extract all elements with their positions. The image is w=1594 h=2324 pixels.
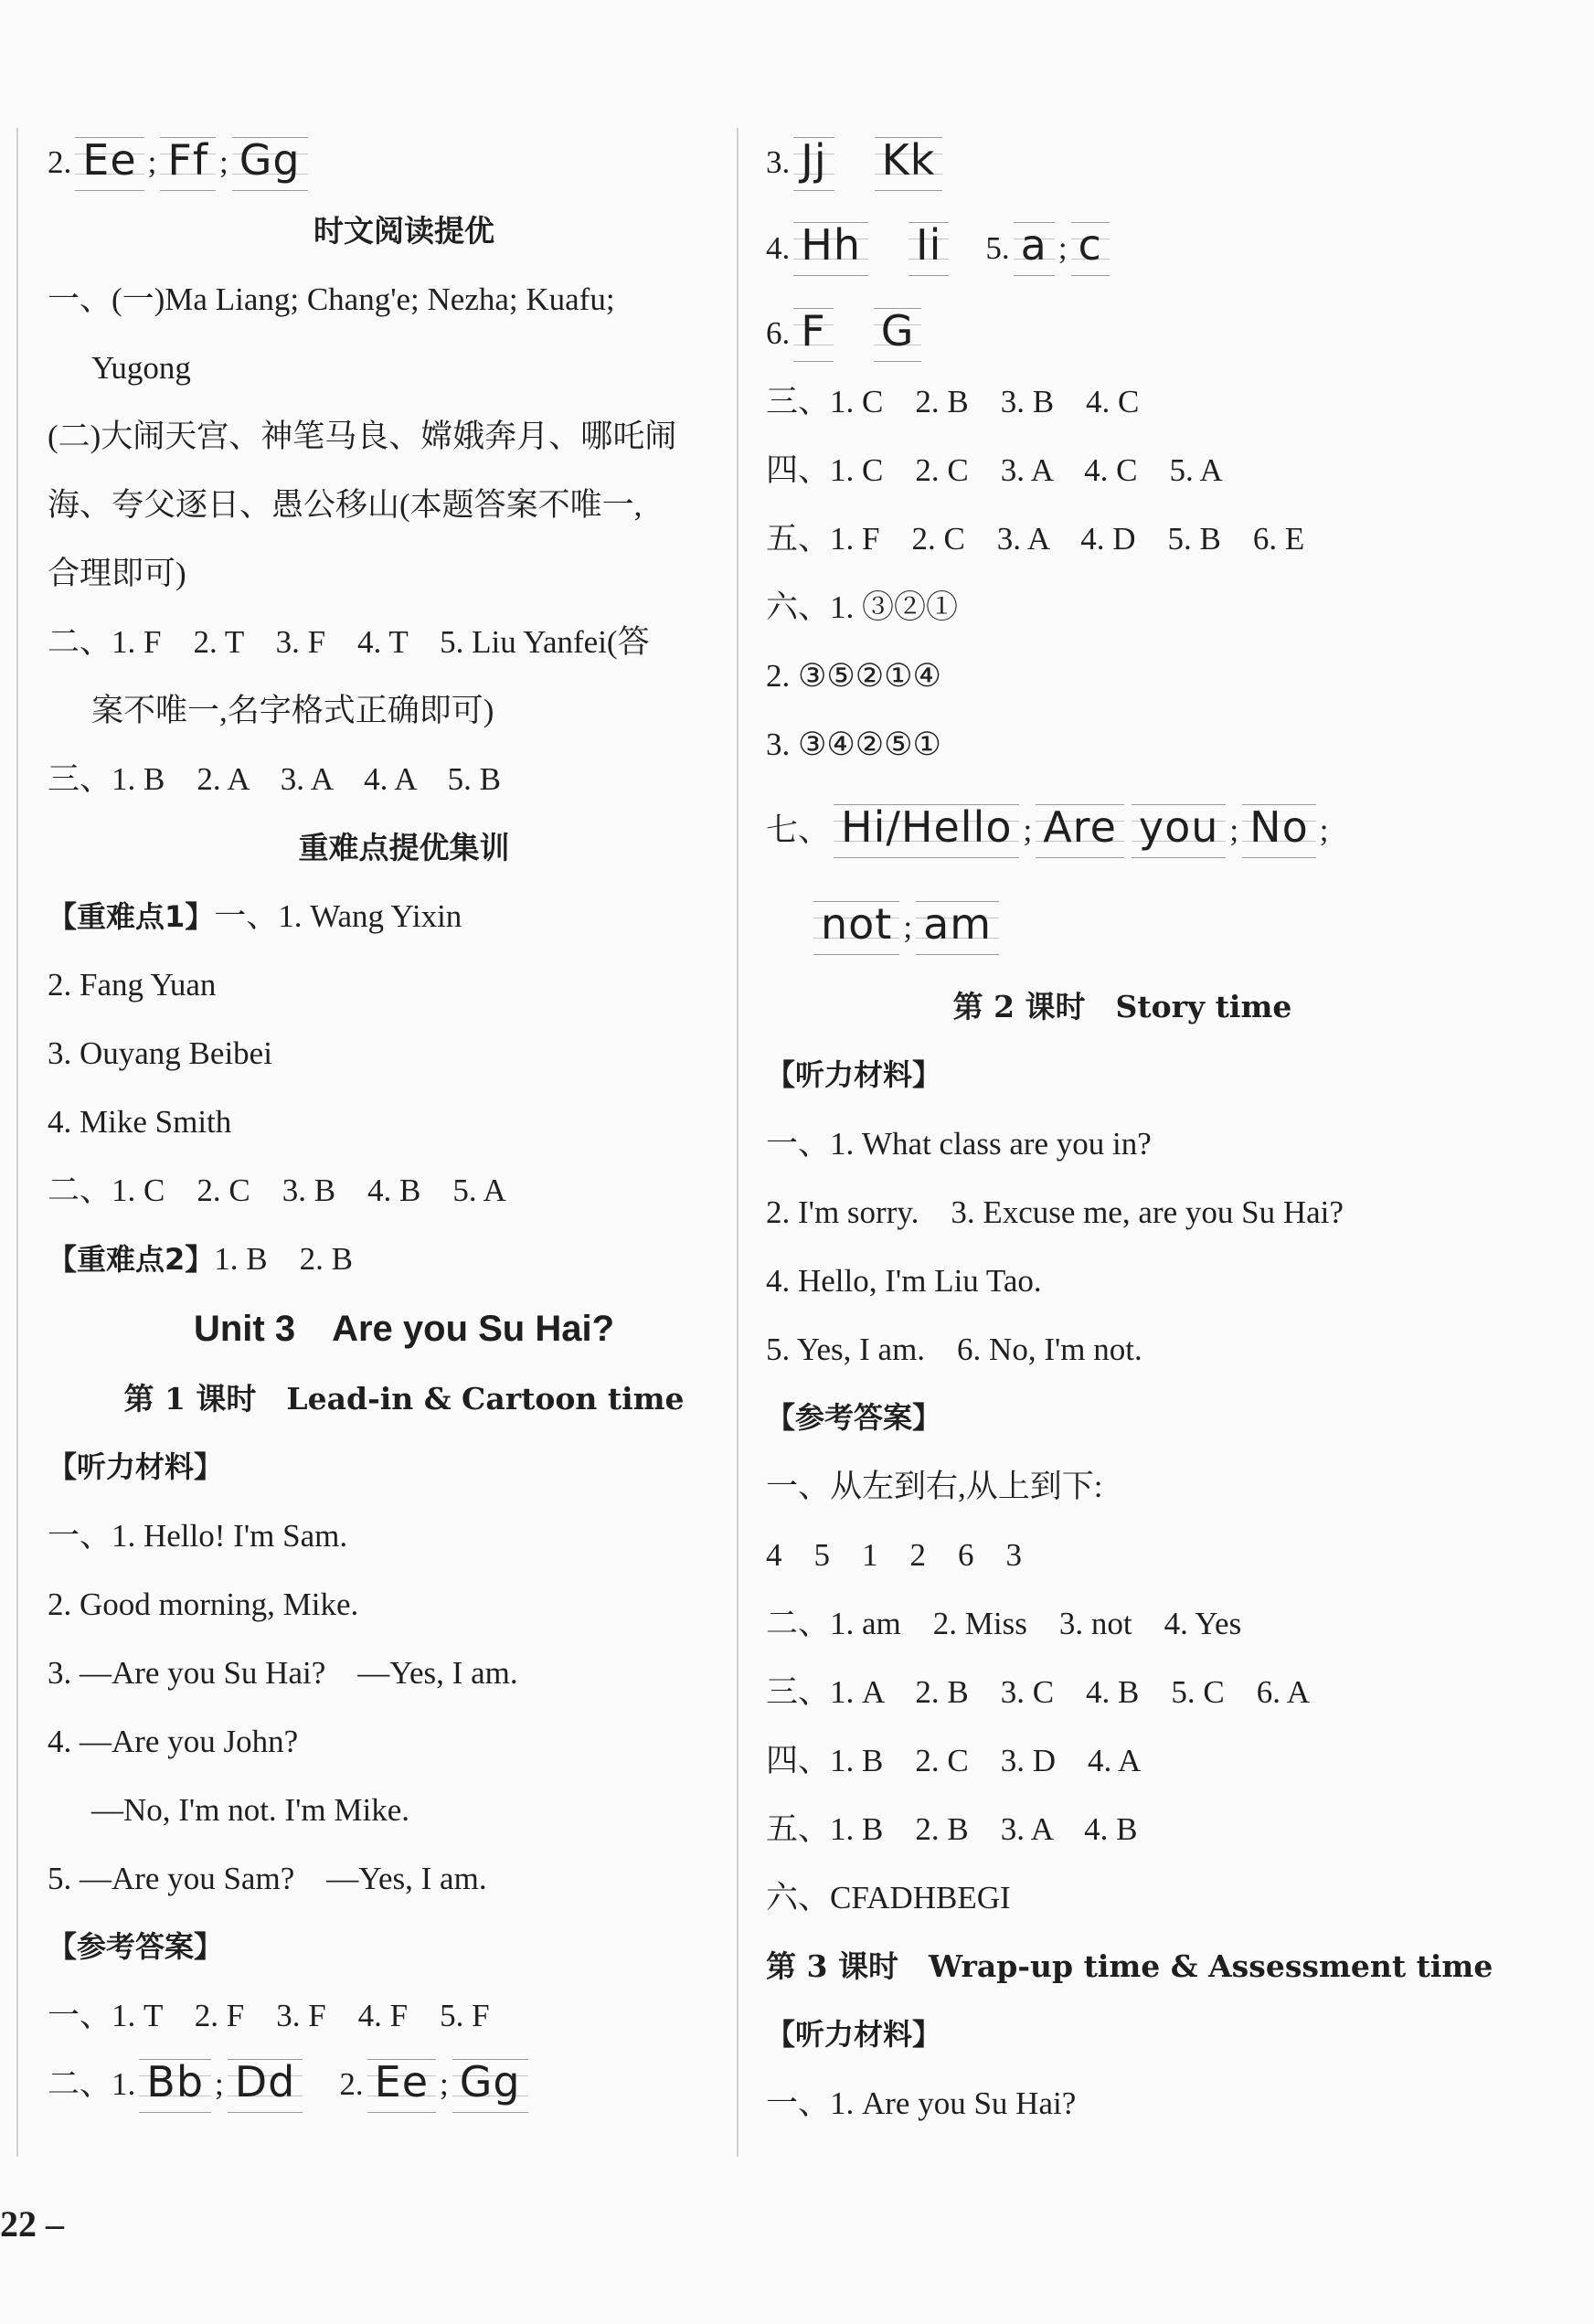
handwriting-box: Gg (452, 2055, 528, 2114)
handwriting-box: G (874, 304, 922, 363)
answer-line: 四、1. B 2. C 3. D 4. A (766, 1743, 1142, 1778)
answer-line: 五、1. B 2. B 3. A 4. B (766, 1811, 1138, 1847)
handwriting-row: 二、1. Bb ; Dd 2. Ee ; Gg (48, 2050, 760, 2118)
answer-line: 三、1. A 2. B 3. C 4. B 5. C 6. A (766, 1674, 1311, 1710)
right-column (766, 128, 1493, 2138)
answer-line: 海、夸父逐日、愚公移山(本题答案不唯一, (48, 487, 643, 523)
handwriting-box: Ee (75, 133, 143, 192)
handwriting-box: Are (1036, 801, 1124, 859)
left-column (48, 128, 760, 2118)
answer-line: 2. I'm sorry. 3. Excuse me, are you Su Hai? (766, 1194, 1344, 1230)
answer-line: —No, I'm not. I'm Mike. (91, 1792, 410, 1828)
answer-line: 5. —Are you Sam? —Yes, I am. (48, 1861, 487, 1896)
handwriting-box: Jj (793, 133, 834, 192)
handwriting-box: Kk (875, 133, 943, 192)
reference-answer-label: 【参考答案】 (766, 1400, 942, 1435)
handwriting-box: Ee (367, 2055, 436, 2114)
answer-line: 五、1. F 2. C 3. A 4. D 5. B 6. E (766, 521, 1305, 557)
answer-line: (二)大闹天宫、神笔马良、嫦娥奔月、哪吒闹 (48, 419, 677, 454)
answer-line: 3. Ouyang Beibei (48, 1035, 272, 1071)
answer-line: 4. Hello, I'm Liu Tao. (766, 1263, 1042, 1299)
answer-line: 三、1. C 2. B 3. B 4. C (766, 384, 1140, 419)
answer-line: 案不唯一,名字格式正确即可) (91, 693, 494, 728)
key-point-label: 【重难点1】 (48, 899, 215, 934)
answer-line: 一、从左到右,从上到下: (766, 1469, 1103, 1504)
lesson-title: 第 1 课时 Lead-in & Cartoon time (123, 1381, 685, 1417)
reference-answer-label: 【参考答案】 (48, 1929, 224, 1964)
handwriting-box: Hh (793, 218, 868, 277)
answer-line: 4 5 1 2 6 3 (766, 1537, 1023, 1573)
answer-line: 2. Fang Yuan (48, 967, 217, 1003)
answer-line: 2. Good morning, Mike. (48, 1586, 359, 1622)
answer-line: 一、1. Hello! I'm Sam. (48, 1518, 348, 1554)
handwriting-box: a (1014, 218, 1055, 277)
item-number: 2. (48, 144, 72, 180)
handwriting-row: 2. Ee ; Ff ; Gg (48, 128, 760, 196)
answer-line: 四、1. C 2. C 3. A 4. C 5. A (766, 452, 1223, 488)
handwriting-row: 6. F G (766, 299, 1479, 367)
handwriting-row: not ; am (766, 881, 1479, 972)
answer-line: 3. —Are you Su Hai? —Yes, I am. (48, 1655, 518, 1691)
handwriting-box: No (1242, 801, 1316, 859)
handwriting-box: Ii (909, 218, 949, 277)
listening-material-label: 【听力材料】 (766, 1057, 942, 1092)
answer-line: 六、1. ③②① (766, 589, 959, 625)
section-title: 重难点提优集训 (298, 830, 510, 865)
answer-line: 二、1. F 2. T 3. F 4. T 5. Liu Yanfei(答 (48, 624, 650, 660)
answer-line: 合理即可) (48, 556, 186, 591)
answer-line: 【重难点1】一、1. Wang Yixin (48, 898, 462, 934)
listening-material-label: 【听力材料】 (766, 2017, 942, 2052)
answer-line: Yugong (91, 350, 191, 386)
listening-material-label: 【听力材料】 (48, 1449, 224, 1484)
answer-line: 二、1. C 2. C 3. B 4. B 5. A (48, 1173, 506, 1208)
handwriting-box: F (793, 304, 833, 363)
answer-line: 六、CFADHBEGI (766, 1880, 1011, 1915)
handwriting-box: not (813, 897, 899, 956)
unit-title: Unit 3 Are you Su Hai? (193, 1309, 615, 1349)
answer-line: 一、1. T 2. F 3. F 4. F 5. F (48, 1998, 490, 2033)
answer-line: 【重难点2】1. B 2. B (48, 1241, 353, 1277)
answer-line: 3. ③④②⑤① (766, 727, 941, 762)
lesson-title: 第 3 课时 Wrap-up time & Assessment time (766, 1948, 1493, 1984)
answer-line: 2. ③⑤②①④ (766, 658, 941, 694)
answer-line: 二、1. am 2. Miss 3. not 4. Yes (766, 1606, 1242, 1641)
left-margin-rule (16, 128, 18, 2157)
handwriting-box: Gg (232, 133, 308, 192)
answer-line: 一、(一)Ma Liang; Chang'e; Nezha; Kuafu; (48, 281, 615, 317)
answer-line: 一、1. What class are you in? (766, 1126, 1152, 1162)
page-number: 22 – (0, 2203, 64, 2244)
handwriting-box: am (916, 897, 999, 956)
handwriting-box: Ff (160, 133, 216, 192)
handwriting-box: c (1071, 218, 1110, 277)
handwriting-box: Dd (228, 2055, 303, 2114)
handwriting-box: Bb (139, 2055, 211, 2114)
handwriting-row: 七、 Hi/Hello ; Are you ; No ; (766, 779, 1479, 881)
handwriting-box: you (1132, 801, 1227, 859)
handwriting-row: 3. Jj Kk (766, 128, 1479, 196)
answer-line: 三、1. B 2. A 3. A 4. A 5. B (48, 761, 501, 797)
lesson-title: 第 2 课时 Story time (952, 989, 1292, 1024)
answer-line: 4. —Are you John? (48, 1724, 299, 1759)
section-title: 时文阅读提优 (313, 213, 494, 249)
answer-line: 5. Yes, I am. 6. No, I'm not. (766, 1332, 1142, 1367)
answer-line: 一、1. Are you Su Hai? (766, 2085, 1077, 2121)
key-point-label: 【重难点2】 (48, 1242, 215, 1277)
handwriting-box: Hi/Hello (834, 801, 1019, 859)
answer-line: 4. Mike Smith (48, 1104, 232, 1140)
handwriting-row: 4. Hh Ii 5. a ; c (766, 196, 1479, 299)
